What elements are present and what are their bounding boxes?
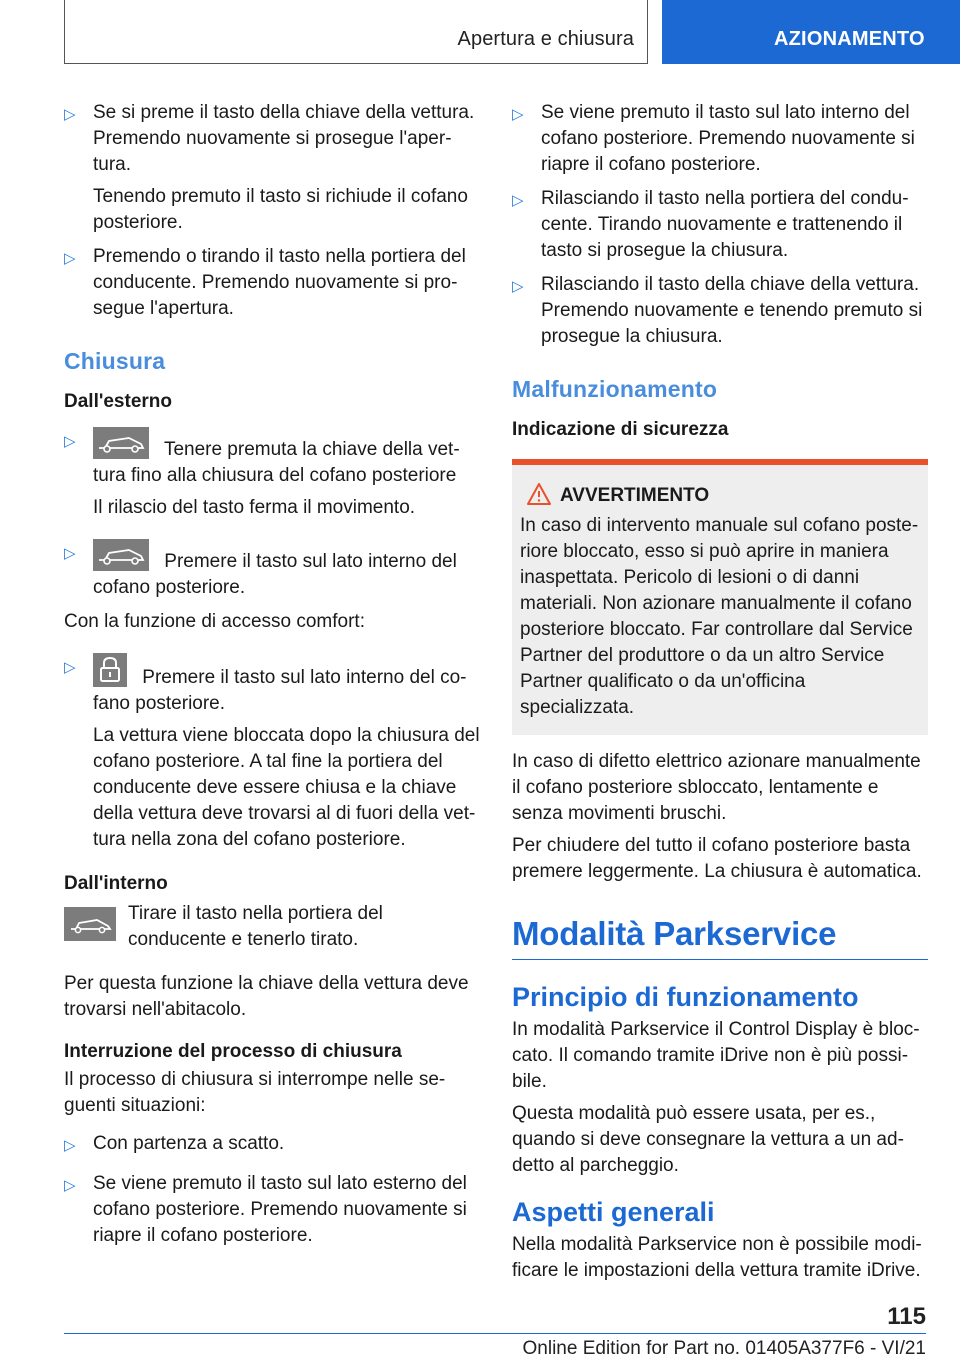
heading-interno: Dall'interno [64,873,168,894]
list-item: ▷ Rilasciando il tasto della chiave della vettura. Premendo nuovamente e tenendo premuto si prosegue la chiusura. [512,274,923,347]
comfort-text: Con la funzione di accesso comfort: [64,611,365,632]
warning-box [512,459,928,735]
bullet-triangle-icon: ▷ [64,659,76,676]
bullet-triangle-icon: ▷ [64,545,76,562]
list-item: ▷ Premere il tasto sul lato interno del cofano posteriore. [64,539,480,601]
heading-sicurezza: Indicazione di sicurezza [512,419,729,440]
bullet-triangle-icon: ▷ [512,106,524,123]
car-tailgate-icon [64,907,116,941]
list-item: ▷ Con partenza a scatto. [64,1131,480,1157]
heading-aspetti: Aspetti generali [512,1197,715,1227]
warning-title: AVVERTIMENTO [520,485,920,507]
bullet-triangle-icon: ▷ [64,1177,76,1194]
right-column [512,100,928,1290]
bullet-triangle-icon: ▷ [512,192,524,209]
heading-interruzione: Interruzione del processo di chiusura [64,1041,402,1062]
list-item: ▷ Rilasciando il tasto nella portiera del conducente. Tirando nuovamente e trattenendo il tasto si prosegue la chiusura. [512,188,909,261]
heading-malfunzionamento: Malfunzionamento [512,376,718,402]
page-number: 115 [887,1303,926,1330]
usata-text: Questa modalità può essere usata, per es., quando si deve consegnare la vettura a un addetto al parcheggio. [512,1103,904,1176]
list-item: ▷ Tenere premuta la chiave della vettura fino alla chiusura del cofano posteriore Il rilascio del tasto ferma il movimento. [64,427,480,521]
warning-text: In caso di intervento manuale sul cofano posteriore bloccato, esso si può aprire in maniera inaspettata. Pericolo di lesioni o di danni materiali. Non azionare manualmente il cofano posteriore bloccato. Far controllare dal Service Partner del produttore o da un altro Service Partner qualificato o da un'officina specializzata. [520,515,919,718]
list-item: ▷ Se viene premuto il tasto sul lato esterno del cofano posteriore. Premendo nuovamente si riapre il cofano posteriore. [64,1173,467,1246]
bullet-triangle-icon: ▷ [512,278,524,295]
interruzione-text: Il processo di chiusura si interrompe nelle seguenti situazioni: [64,1069,446,1116]
car-tailgate-icon [93,539,149,571]
chapter-tab[interactable]: AZIONAMENTO [662,0,960,64]
aspetti-text: Nella modalità Parkservice non è possibile modificare le impostazioni della vettura tramite iDrive. [512,1234,922,1281]
lock-icon [93,653,127,687]
heading-esterno: Dall'esterno [64,391,172,412]
bullet-triangle-icon: ▷ [64,106,76,123]
heading-parkservice: Modalità Parkservice [512,915,928,960]
difetto-text: In caso di difetto elettrico azionare manualmente il cofano posteriore sbloccato, lentamente e senza movimenti bruschi. [512,751,921,824]
list-item: ▷ Se viene premuto il tasto sul lato interno del cofano posteriore. Premendo nuovamente si riapre il cofano posteriore. [512,102,915,175]
footer-edition: Online Edition for Part no. 01405A377F6 - VI/21 [522,1338,926,1359]
heading-principio: Principio di funzionamento [512,982,859,1012]
bullet-triangle-icon: ▷ [64,1137,76,1154]
interno-item: Tirare il tasto nella portiera del conducente e tenerlo tirato. [64,901,480,953]
footer-divider [64,1333,926,1334]
car-tailgate-icon [93,427,149,459]
list-item: ▷ Premendo o tirando il tasto nella portiera del conducente. Premendo nuovamente si prosegue l'apertura. [64,246,466,319]
warning-triangle-icon [526,482,552,506]
funzione-text: Per questa funzione la chiave della vettura deve trovarsi nell'abitacolo. [64,973,469,1020]
chiudere-text: Per chiudere del tutto il cofano posteriore basta premere leggermente. La chiusura è automatica. [512,835,922,882]
bullet-triangle-icon: ▷ [64,433,76,450]
principio-text: In modalità Parkservice il Control Display è bloccato. Il comando tramite iDrive non è più possibile. [512,1019,920,1092]
list-item: ▷ Se si preme il tasto della chiave della vettura. Premendo nuovamente si prosegue l'apertura. Tenendo premuto il tasto si richiude il cofano posteriore. [64,102,475,233]
section-title: Apertura e chiusura [457,28,634,50]
heading-chiusura: Chiusura [64,348,166,374]
bullet-triangle-icon: ▷ [64,250,76,267]
list-item: ▷ Premere il tasto sul lato interno del cofano posteriore. La vettura viene bloccata dopo la chiusura del cofano posteriore. A tal fine la portiera del conducente deve essere chiusa e la chiave della vettura deve trovarsi al di fuori della vettura nella zona del cofano posteriore. [64,653,480,853]
left-column [64,100,480,1257]
